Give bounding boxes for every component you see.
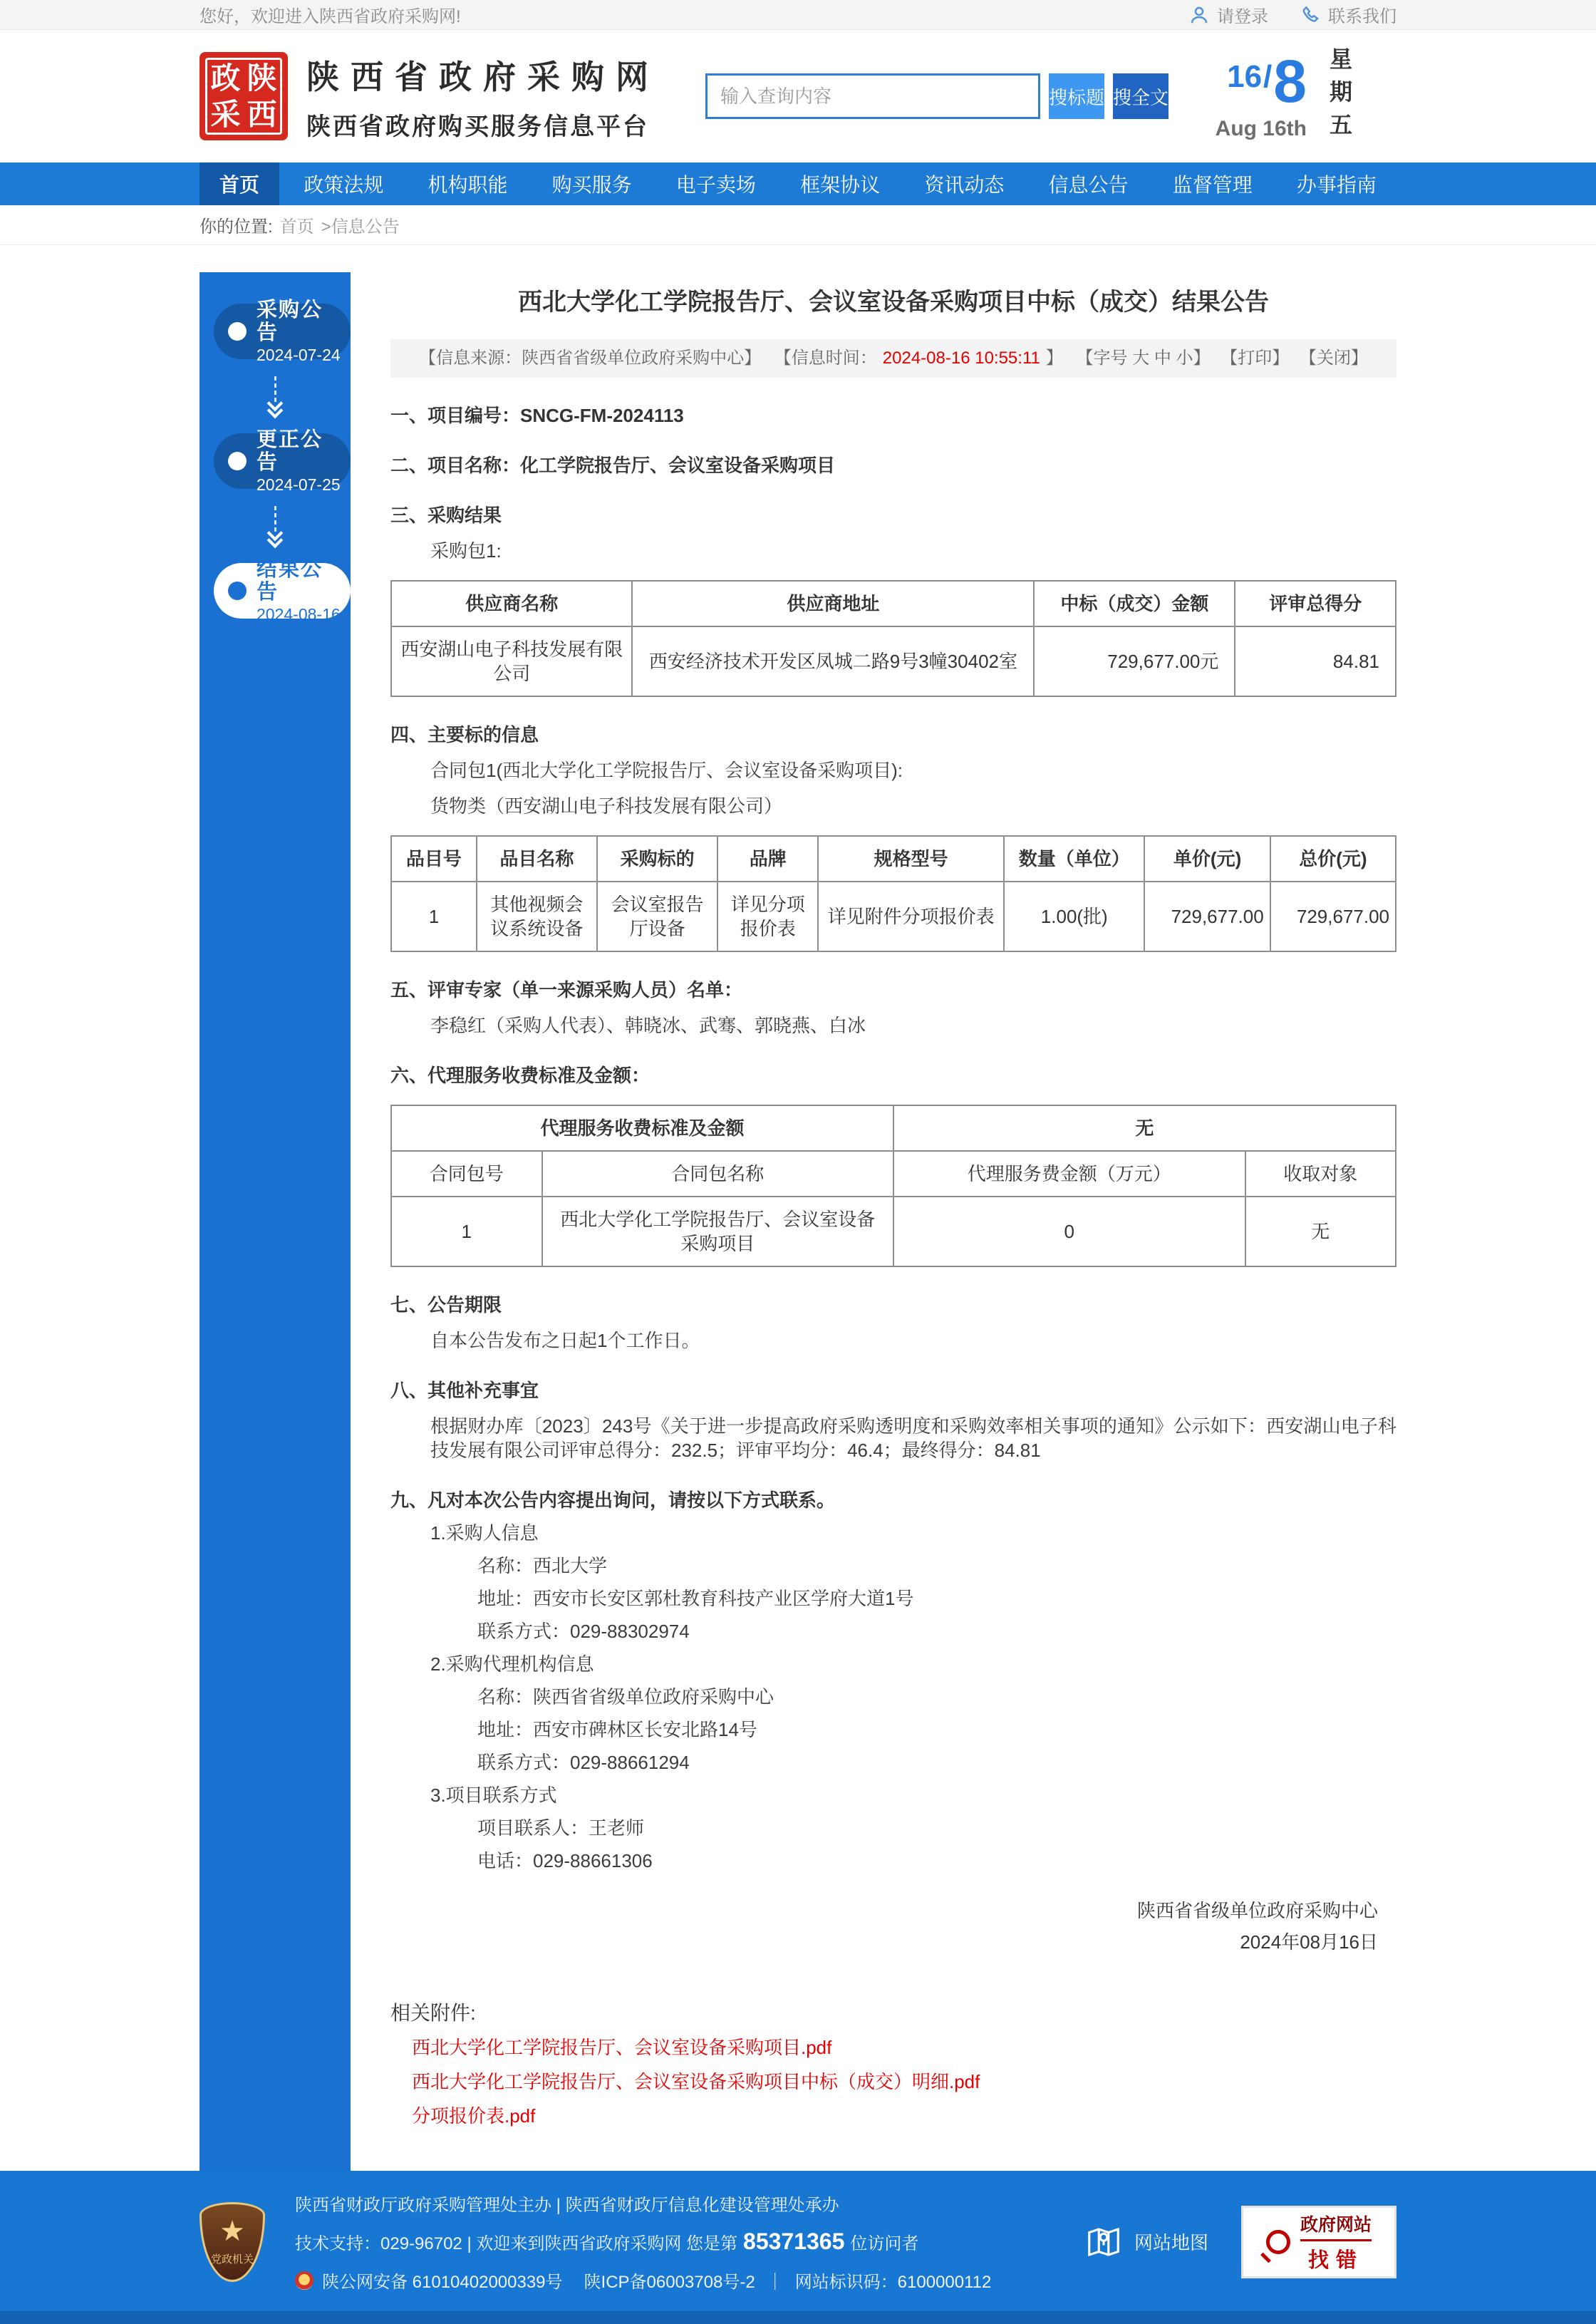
table-row: 西安湖山电子科技发展有限公司 西安经济技术开发区凤城二路9号3幢30402室 729,677.00元 84.81 <box>391 626 1396 696</box>
signature-date: 2024年08月16日 <box>1240 1931 1378 1953</box>
section-6-heading: 六、代理服务收费标准及金额： <box>390 1065 651 1086</box>
package-label: 采购包1: <box>430 540 502 562</box>
step-dot <box>228 582 247 600</box>
announcement-article <box>390 272 1396 2171</box>
contact-link[interactable]: 联系我们 <box>1300 2 1396 27</box>
agency-phone: 联系方式：029-88661294 <box>477 1752 690 1773</box>
font-size-control[interactable]: 【字号 大 中 小】 <box>1076 348 1211 368</box>
section-3-heading: 三、采购结果 <box>390 505 502 526</box>
supplier-table: 供应商名称 供应商地址 中标（成交）金额 评审总得分 西安湖山电子科技发展有限公司 西安经济技术开发区凤城二路9号3幢30402室 729,677.00元 84.81 <box>390 580 1396 697</box>
site-brand <box>306 51 660 142</box>
nav-item-announcements[interactable]: 信息公告 <box>1048 174 1129 196</box>
breadcrumb-label: 你的位置: <box>200 217 273 237</box>
date-month: 8 <box>1273 48 1307 115</box>
expert-names: 李稳红（采购人代表）、韩晓冰、武骞、郭晓燕、白冰 <box>430 1015 866 1036</box>
announcement-timeline-sidebar <box>200 272 351 2171</box>
section-2-heading: 二、项目名称：化工学院报告厅、会议室设备采购项目 <box>390 455 836 476</box>
article-meta-bar <box>390 339 1396 378</box>
sitemap-link[interactable]: 网站地图 <box>1084 2223 1208 2261</box>
section-8-heading: 八、其他补充事宜 <box>390 1380 539 1401</box>
purchaser-name: 名称：西北大学 <box>477 1555 608 1576</box>
goods-category-line: 货物类（西安湖山电子科技发展有限公司） <box>430 795 783 817</box>
page-title: 西北大学化工学院报告厅、会议室设备采购项目中标（成交）结果公告 <box>518 289 1269 316</box>
timeline-arrow-down-icon <box>200 376 351 416</box>
project-contact-group-title: 3.项目联系方式 <box>430 1785 557 1806</box>
main-nav <box>0 162 1596 205</box>
header <box>0 30 1596 162</box>
icp-number[interactable]: 陕ICP备06003708号-2 <box>584 2273 755 2292</box>
footer-organizer-line: 陕西省财政厅政府采购管理处主办 | 陕西省财政厅信息化建设管理处承办 <box>295 2196 839 2215</box>
government-shield-icon: ★ 党政机关 <box>200 2202 265 2282</box>
step-dot <box>228 322 247 341</box>
site-title: 陕西省政府采购网 <box>306 58 660 95</box>
timeline-step-procurement-notice[interactable]: 采购公告 2024-07-24 <box>214 304 351 359</box>
section-1-heading: 一、项目编号：SNCG-FM-2024113 <box>390 405 684 426</box>
section-5-heading: 五、评审专家（单一来源采购人员）名单： <box>390 979 743 1001</box>
footer-bottom-strip <box>0 2311 1596 2324</box>
footer <box>0 2171 1596 2324</box>
supplementary-text: 根据财办库〔2023〕243号《关于进一步提高政府采购透明度和采购效率相关事项的通知》公示如下：西安湖山电子科技发展有限公司评审总得分：232.5；评审平均分：46.4；最终得分：84.81 <box>430 1415 1396 1461</box>
items-table: 品目号 品目名称 采购标的 品牌 规格型号 数量（单位） 单价(元) 总价(元) 1 其他视频会议系统设备 会议室报告厅设备 详见分项报价表 详见附件分项报价表 1.00(批) 729,677.00 729,677.00 <box>390 835 1396 952</box>
person-icon <box>1188 4 1210 26</box>
public-security-badge-icon <box>295 2271 314 2290</box>
visitor-count: 85371365 <box>743 2229 845 2254</box>
agency-address: 地址：西安市碑林区长安北路14号 <box>477 1719 757 1740</box>
phone-icon <box>1300 4 1321 26</box>
nav-item-news[interactable]: 资讯动态 <box>924 174 1005 196</box>
breadcrumb-current[interactable]: >信息公告 <box>321 217 400 237</box>
signature-org: 陕西省省级单位政府采购中心 <box>1136 1900 1378 1921</box>
map-icon <box>1084 2223 1123 2261</box>
beian-number[interactable]: 陕公网安备 61010402000339号 <box>322 2273 563 2292</box>
date-english: Aug 16th <box>1215 117 1307 140</box>
attachments-label: 相关附件: <box>390 2002 476 2024</box>
nav-item-guide[interactable]: 办事指南 <box>1296 174 1377 196</box>
nav-item-purchase-services[interactable]: 购买服务 <box>551 174 632 196</box>
purchaser-group-title: 1.采购人信息 <box>430 1522 539 1544</box>
search-bar <box>705 73 1168 119</box>
notice-period-text: 自本公告发布之日起1个工作日。 <box>430 1330 700 1351</box>
nav-item-e-market[interactable]: 电子卖场 <box>675 174 756 196</box>
timeline-arrow-down-icon <box>200 506 351 546</box>
magnifier-icon <box>1266 2230 1290 2254</box>
footer-registration-line: 陕公网安备 61010402000339号 陕ICP备06003708号-2 ｜ 网站标识码：6100000112 <box>295 2268 991 2293</box>
agency-name: 名称：陕西省省级单位政府采购中心 <box>477 1686 774 1708</box>
section-4-heading: 四、主要标的信息 <box>390 724 539 745</box>
agency-group-title: 2.采购代理机构信息 <box>430 1653 594 1675</box>
breadcrumb-home[interactable]: 首页 <box>279 217 314 237</box>
table-row: 1 其他视频会议系统设备 会议室报告厅设备 详见分项报价表 详见附件分项报价表 1.00(批) 729,677.00 729,677.00 <box>391 882 1396 951</box>
site-subtitle: 陕西省政府购买服务信息平台 <box>306 113 649 140</box>
nav-item-home[interactable]: 首页 <box>200 162 279 205</box>
project-contact-person: 项目联系人：王老师 <box>477 1817 645 1839</box>
search-title-button[interactable]: 搜标题 <box>1049 73 1104 119</box>
nav-item-policies[interactable]: 政策法规 <box>304 174 384 196</box>
footer-support-line: 技术支持：029-96702 | 欢迎来到陕西省政府采购网 您是第 85371365 位访问者 <box>295 2229 919 2254</box>
timeline-step-result-notice[interactable]: 结果公告 2024-08-16 <box>214 563 351 619</box>
date-widget: 16 / 8 Aug 16th 星期五 <box>1215 47 1352 145</box>
greeting-text: 您好，欢迎进入陕西省政府采购网! <box>200 7 461 26</box>
info-time-value: 2024-08-16 10:55:11 <box>882 348 1040 368</box>
date-day: 16 <box>1227 59 1263 94</box>
topbar <box>0 0 1596 30</box>
project-contact-phone: 电话：029-88661306 <box>477 1850 653 1871</box>
attachment-link-project-pdf[interactable]: 西北大学化工学院报告厅、会议室设备采购项目.pdf <box>412 2037 832 2058</box>
close-button[interactable]: 【关闭】 <box>1299 348 1368 368</box>
step-dot <box>228 452 247 470</box>
main-area <box>0 245 1596 2171</box>
timeline-step-correction-notice[interactable]: 更正公告 2024-07-25 <box>214 433 351 489</box>
login-link[interactable]: 请登录 <box>1188 2 1268 27</box>
breadcrumb <box>0 205 1596 245</box>
nav-item-framework[interactable]: 框架协议 <box>800 174 881 196</box>
info-time: 【信息时间： 2024-08-16 10:55:11 】 <box>774 348 1063 368</box>
purchaser-address: 地址：西安市长安区郭杜教育科技产业区学府大道1号 <box>477 1588 914 1609</box>
attachment-link-award-detail-pdf[interactable]: 西北大学化工学院报告厅、会议室设备采购项目中标（成交）明细.pdf <box>412 2071 980 2092</box>
attachment-link-itemized-quote-pdf[interactable]: 分项报价表.pdf <box>412 2105 536 2127</box>
section-9-heading: 九、凡对本次公告内容提出询问，请按以下方式联系。 <box>390 1489 836 1511</box>
purchaser-phone: 联系方式：029-88302974 <box>477 1621 690 1642</box>
contract-package-line: 合同包1(西北大学化工学院报告厅、会议室设备采购项目): <box>430 760 903 781</box>
section-7-heading: 七、公告期限 <box>390 1294 502 1316</box>
search-input[interactable] <box>705 73 1040 119</box>
nav-item-supervision[interactable]: 监督管理 <box>1172 174 1253 196</box>
weekday-text: 星期五 <box>1327 47 1352 145</box>
info-source: 【信息来源：陕西省省级单位政府采购中心】 <box>419 348 762 368</box>
site-code: 网站标识码：6100000112 <box>794 2273 992 2292</box>
nav-item-functions[interactable]: 机构职能 <box>428 174 508 196</box>
site-logo-seal: 政 陕 采 西 <box>200 52 288 140</box>
print-button[interactable]: 【打印】 <box>1221 348 1290 368</box>
table-row: 1 西北大学化工学院报告厅、会议室设备采购项目 0 无 <box>391 1197 1396 1266</box>
website-error-report-widget[interactable]: 政府网站 找错 <box>1241 2206 1396 2278</box>
agency-fee-table: 代理服务收费标准及金额 无 合同包号 合同包名称 代理服务费金额（万元） 收取对象 1 西北大学化工学院报告厅、会议室设备采购项目 0 无 <box>390 1105 1396 1267</box>
search-fulltext-button[interactable]: 搜全文 <box>1113 73 1168 119</box>
